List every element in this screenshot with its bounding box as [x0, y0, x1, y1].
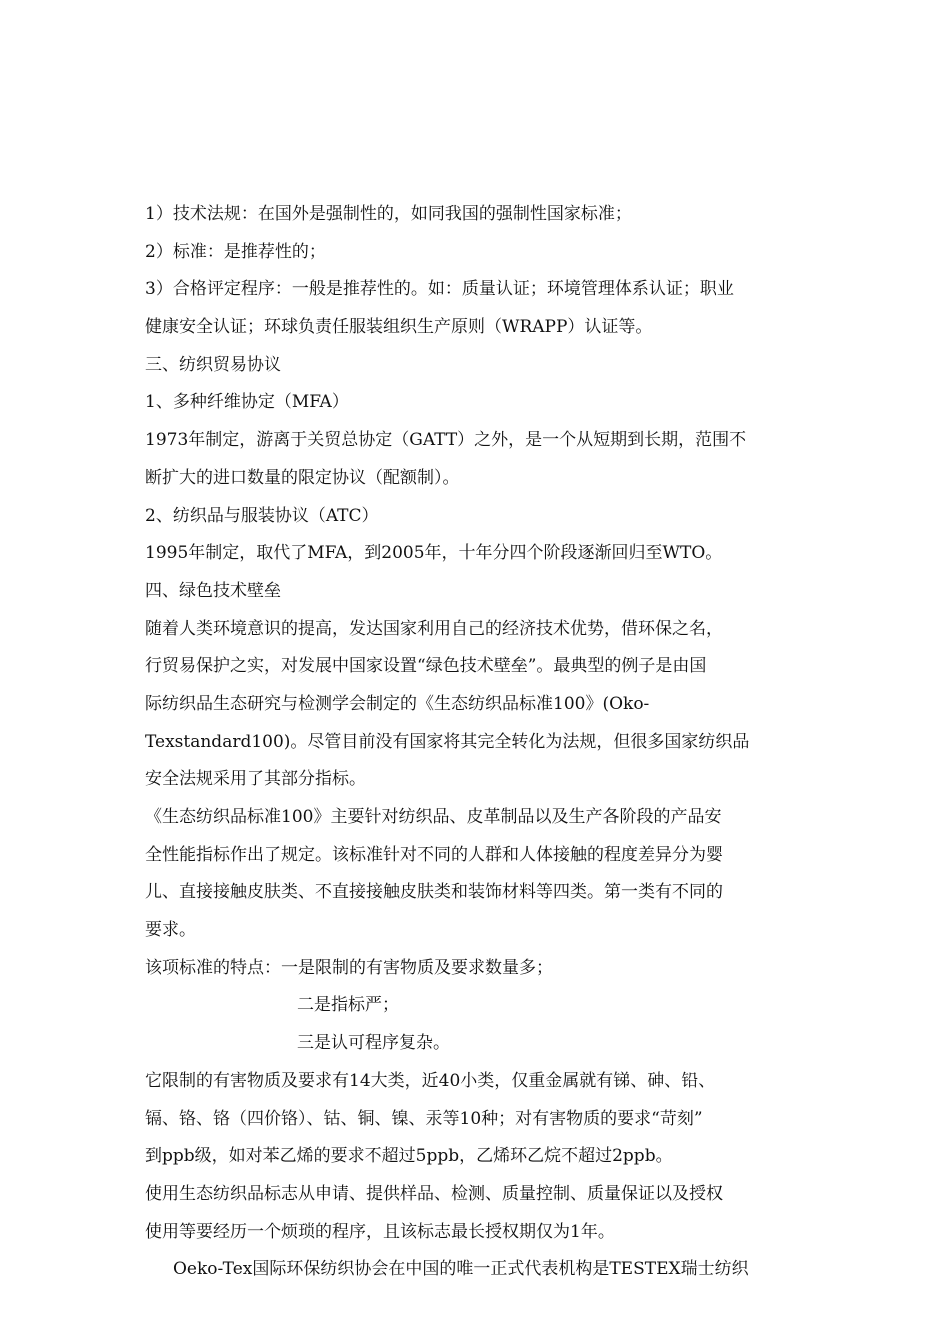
paragraph-standard-100-cont: 儿、直接接触皮肤类、不直接接触皮肤类和装饰材料等四类。第一类有不同的: [145, 882, 723, 903]
document-body: [145, 196, 805, 1289]
feature-item-3: 三是认可程序复杂。: [297, 1033, 450, 1054]
subheading-mfa: 1、多种纤维协定（MFA）: [145, 392, 349, 413]
list-item-technical-regulations: 1）技术法规：在国外是强制性的，如同我国的强制性国家标准；: [145, 204, 632, 224]
paragraph-green-barriers-cont: 安全法规采用了其部分指标。: [145, 769, 366, 790]
section-heading-trade-agreements: 三、纺织贸易协议: [145, 354, 281, 375]
paragraph-mfa-cont: 断扩大的进口数量的限定协议（配额制）。: [145, 467, 460, 488]
paragraph-standard-100: 《生态纺织品标准100》主要针对纺织品、皮革制品以及生产各阶段的产品安: [145, 807, 722, 827]
paragraph-features: 该项标准的特点：一是限制的有害物质及要求数量多；: [145, 957, 553, 978]
list-item-standards: 2）标准：是推荐性的；: [145, 241, 326, 262]
list-item-conformity-assessment: 3）合格评定程序：一般是推荐性的。如：质量认证；环境管理体系认证；职业: [145, 279, 734, 300]
paragraph-standard-100-cont: 全性能指标作出了规定。该标准针对不同的人群和人体接触的程度差异分为婴: [145, 844, 723, 865]
paragraph-oeko-tex: Oeko-Tex国际环保纺织协会在中国的唯一正式代表机构是TESTEX瑞士纺织: [173, 1259, 749, 1280]
paragraph-green-barriers: 随着人类环境意识的提高，发达国家利用自己的经济技术优势，借环保之名，: [145, 618, 723, 639]
paragraph-hazardous-substances-cont: 到ppb级，如对苯乙烯的要求不超过5ppb，乙烯环乙烷不超过2ppb。: [145, 1146, 673, 1167]
paragraph-green-barriers-cont: 际纺织品生态研究与检测学会制定的《生态纺织品标准100》(Oko-: [145, 693, 650, 714]
list-item-conformity-assessment-cont: 健康安全认证；环球负责任服装组织生产原则（WRAPP）认证等。: [145, 317, 653, 338]
paragraph-standard-100-cont: 要求。: [145, 920, 196, 941]
paragraph-label-usage-cont: 使用等要经历一个烦琐的程序，且该标志最长授权期仅为1年。: [145, 1221, 615, 1242]
paragraph-green-barriers-cont: 行贸易保护之实，对发展中国家设置“绿色技术壁垒”。最典型的例子是由国: [145, 656, 707, 677]
subheading-atc: 2、纺织品与服装协议（ATC）: [145, 505, 379, 526]
feature-item-2: 二是指标严；: [297, 995, 399, 1016]
paragraph-atc: 1995年制定，取代了MFA，到2005年，十年分四个阶段逐渐回归至WTO。: [145, 543, 723, 564]
paragraph-label-usage: 使用生态纺织品标志从申请、提供样品、检测、质量控制、质量保证以及授权: [145, 1183, 723, 1204]
section-heading-green-barriers: 四、绿色技术壁垒: [145, 580, 281, 601]
paragraph-mfa: 1973年制定，游离于关贸总协定（GATT）之外，是一个从短期到长期，范围不: [145, 430, 747, 451]
paragraph-hazardous-substances: 它限制的有害物质及要求有14大类，近40小类，仅重金属就有锑、砷、铅、: [145, 1070, 716, 1091]
paragraph-green-barriers-cont: Texstandard100)。尽管目前没有国家将其完全转化为法规，但很多国家纺织品: [145, 731, 750, 752]
paragraph-hazardous-substances-cont: 镉、铬、铬（四价铬）、钴、铜、镍、汞等10种；对有害物质的要求“苛刻”: [145, 1108, 703, 1129]
